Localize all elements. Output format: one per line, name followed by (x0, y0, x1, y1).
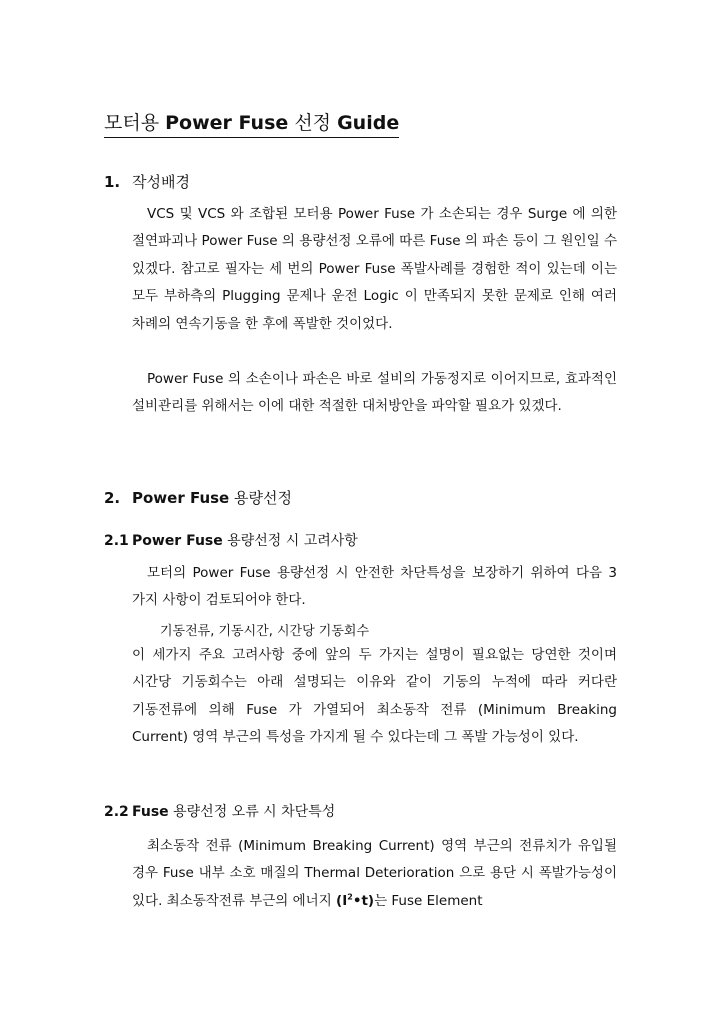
section-2-2-text-a: 최소동작 전류 (Minimum Breaking Current) 영역 부근의 전류치가 유입될 경우 Fuse 내부 소호 매질의 Thermal Deterioration 으로 용단 시 폭발가능성이 있다. 최소동작전류 부근의 에너지 (132, 838, 617, 909)
section-1-heading (104, 171, 190, 192)
title-bold: Power Fuse (165, 112, 289, 134)
formula-t: •t) (352, 892, 375, 909)
section-2-2-number: 2.2 (104, 804, 129, 820)
section-2-2-title-rest: 용량선정 오류 시 차단특성 (168, 804, 336, 820)
section-1-title: 작성배경 (132, 173, 190, 191)
section-2-heading (104, 487, 292, 508)
title-bold2: Guide (337, 112, 400, 134)
section-2-1-title-latin: Power Fuse (132, 533, 223, 549)
page-title (104, 110, 399, 138)
section-2-2-paragraph-1 (132, 833, 617, 915)
section-2-1-title-rest: 용량선정 시 고려사항 (222, 533, 358, 549)
formula-exponent: 2 (347, 892, 353, 902)
section-1-number: 1. (104, 173, 121, 191)
section-2-2-text-b: 는 Fuse Element (374, 892, 483, 909)
section-1-paragraph-2: Power Fuse 의 소손이나 파손은 바로 설비의 가동정지로 이어지므로, 효과적인 설비관리를 위해서는 이에 대한 적절한 대처방안을 파악할 필요가 있겠다. (132, 371, 617, 415)
section-2-2-heading (104, 801, 335, 821)
section-2-1-heading (104, 530, 358, 550)
section-2-1-paragraph-1: 모터의 Power Fuse 용량선정 시 안전한 차단특성을 보장하기 위하여 다음 3 가지 사항이 검토되어야 한다. (132, 565, 617, 609)
section-2-2-title-latin: Fuse (132, 804, 169, 820)
title-middle: 선정 (288, 112, 338, 134)
section-2-1-paragraph-2: 이 세가지 주요 고려사항 중에 앞의 두 가지는 설명이 필요없는 당연한 것이며 시간당 기동회수는 아래 설명되는 이유와 같이 기동의 누적에 따라 커다란 기동전류에 의해 Fuse 가 가열되어 최소동작 전류 (Minimum Breaking Current) 영역 부근의 특성을 가지게 될 수 있다는데 그 폭발 가능성이 있다. (132, 647, 617, 746)
section-2-title-rest: 용량선정 (229, 489, 292, 507)
section-1-paragraph-1: VCS 및 VCS 와 조합된 모터용 Power Fuse 가 소손되는 경우 Surge 에 의한 절연파괴나 Power Fuse 의 용량선정 오류에 따른 Fuse 의 파손 등이 그 원인일 수 있겠다. 참고로 필자는 세 번의 Power Fuse 폭발사례를 경험한 적이 있는데 이는 모두 부하측의 Plugging 문제나 운전 Logic 이 만족되지 못한 문제로 인해 여러 차례의 연속기동을 한 후에 폭발한 것이었다. (132, 206, 617, 332)
section-2-title-latin: Power Fuse (132, 489, 230, 507)
section-2-number: 2. (104, 489, 121, 507)
section-2-1-items: 기동전류, 기동시간, 시간당 기동회수 (160, 624, 370, 639)
section-2-1-number: 2.1 (104, 533, 129, 549)
formula-i: (I (336, 892, 348, 909)
title-prefix: 모터용 (104, 112, 166, 134)
energy-formula (336, 893, 374, 909)
